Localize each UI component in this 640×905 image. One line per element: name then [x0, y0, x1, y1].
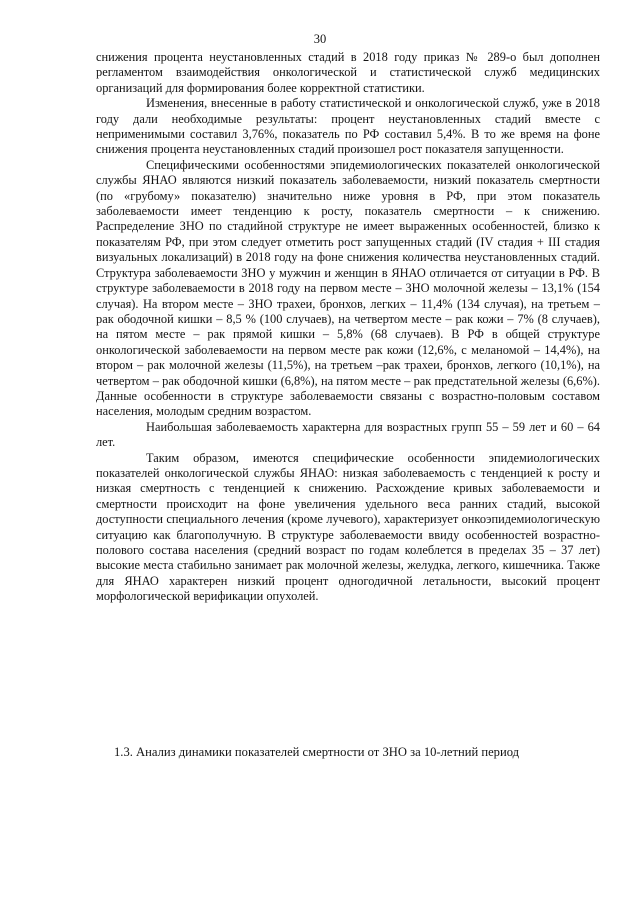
paragraph-3: Специфическими особенностями эпидемиологических показателей онкологической службы ЯНАО являются низкий показатель заболеваемости, низкий показатель смертности (по «грубому» показателю) значительно ниже уровня в РФ, при этом показатель заболеваемости имеет тенденцию к росту, показатель смертности – к снижению. Распределение ЗНО по стадийной структуре не имеет выраженных особенностей, близко к показателям РФ, при этом следует отметить рост запущенных стадий (IV стадия + III стадия визуальных локализаций) в 2018 году на фоне снижения количества неустановленных стадий. Структура заболеваемости ЗНО у мужчин и женщин в ЯНАО отличается от ситуации в РФ. В структуре заболеваемости в 2018 году на первом месте – ЗНО молочной железы – 13,1% (154 случая). На втором месте – ЗНО трахеи, бронхов, легких – 11,4% (134 случая), на третьем – рак ободочной кишки – 8,5 % (100 случаев), на четвертом месте – рак кожи – 7% (8 случаев), на пятом месте – рак прямой кишки – 5,8% (68 случаев). В РФ в общей структуре онкологической заболеваемости на первом месте рак кожи (12,6%, с меланомой – 14,4%), на втором – рак молочной железы (11,5%), на третьем –рак трахеи, бронхов, легкого (10,1%), на четвертом – рак ободочной кишки (6,8%), на пятом месте – рак предстательной железы (6,6%). Данные особенности в структуре заболеваемости связаны с возрастно-половым составом населения, молодым средним возрастом. [96, 157, 600, 419]
page-number: 30 [313, 32, 327, 46]
document-body [96, 50, 600, 605]
paragraph-5: Таким образом, имеются специфические особенности эпидемиологических показателей онкологической службы ЯНАО: низкая заболеваемость с тенденцией к росту и низкая смертность с тенденцией к снижению. Расхождение кривых заболеваемости и смертности происходит на фоне увеличения удельного веса ранних стадий, высокой доступности специального лечения (кроме лучевого), характеризует онкоэпидемиологическую ситуацию как благополучную. В структуре заболеваемости ввиду особенностей возрастно-полового состава населения (средний возраст по годам колеблется в пределах 35 – 37 лет) высокие места стабильно занимает рак молочной железы, желудка, легкого, кишечника. Также для ЯНАО характерен низкий процент одногодичной летальности, высокий процент морфологической верификации опухолей. [96, 450, 600, 604]
paragraph-2: Изменения, внесенные в работу статистической и онкологической служб, уже в 2018 году дали необходимые результаты: процент неустановленных стадий вместе с неприменимыми составил 3,76%, показатель по РФ составил 5,4%. В то же время на фоне снижения процента неустановленных стадий произошел рост показателя запущенности. [96, 96, 600, 157]
paragraph-4: Наибольшая заболеваемость характерна для возрастных групп 55 – 59 лет и 60 – 64 лет. [96, 419, 600, 450]
paragraph-1: снижения процента неустановленных стадий в 2018 году приказ № 289-о был дополнен регламентом взаимодействия онкологической и статистической служб медицинских организаций для формирования более корректной статистики. [96, 50, 600, 95]
section-heading: 1.3. Анализ динамики показателей смертности от ЗНО за 10-летний период [114, 745, 520, 759]
